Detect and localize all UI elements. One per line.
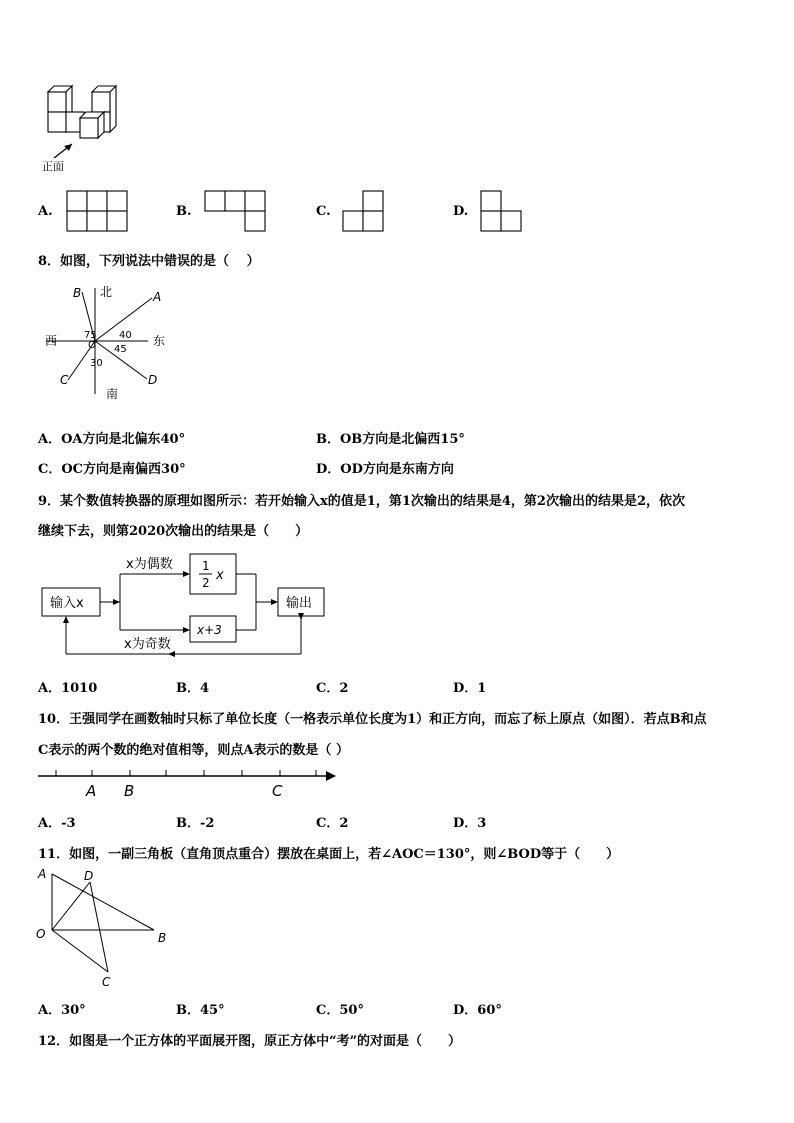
q7-option-d-shape	[480, 190, 522, 232]
q9-output-label: 输出	[286, 596, 313, 611]
q8-label-b: B	[73, 286, 82, 300]
q9-half-num: 1	[202, 559, 210, 573]
q8-label-d: D	[148, 373, 158, 387]
q11-label-o: O	[36, 927, 46, 941]
q7-option-d-letter: D.	[453, 204, 469, 219]
q8-angle-75: 75	[84, 330, 97, 341]
q9-plus3-label: x+3	[197, 623, 222, 637]
q9-option-a: A．1010	[38, 681, 98, 696]
q7-option-c-letter: C.	[316, 204, 331, 219]
q9-text-line1: 9．某个数值转换器的原理如图所示：若开始输入x的值是1，第1次输出的结果是4，第2次输出的结果是2，依次	[38, 494, 686, 509]
q11-option-d: D．60°	[453, 1003, 502, 1018]
q11-label-c: C	[102, 975, 111, 989]
q10-text-line1: 10．王强同学在画数轴时只标了单位长度（一格表示单位长度为1）和正方向，而忘了标上原点（如图）．若点B和点	[38, 712, 707, 727]
q8-label-a: A	[153, 290, 162, 304]
q11-label-d: D	[84, 869, 94, 883]
q8-label-c: C	[60, 373, 69, 387]
q7-option-a-letter: A.	[38, 204, 53, 219]
q7-option-c-shape	[342, 190, 384, 232]
q8-angle-40: 40	[119, 330, 132, 341]
q9-even-label: x为偶数	[126, 557, 173, 572]
q9-option-d: D．1	[453, 681, 487, 696]
q8-compass-figure	[40, 284, 175, 399]
q7-option-a-shape	[66, 190, 128, 232]
q10-point-a: A	[86, 782, 97, 800]
q9-converter-figure	[40, 548, 340, 663]
q11-text: 11．如图，一副三角板（直角顶点重合）摆放在桌面上，若∠AOC＝130°，则∠BOD等于（ ）	[38, 847, 620, 862]
front-arrow	[50, 140, 80, 160]
q12-text: 12．如图是一个正方体的平面展开图，原正方体中“考”的对面是（ ）	[38, 1034, 462, 1049]
q11-label-a: A	[38, 867, 47, 881]
q9-text-line2: 继续下去，则第2020次输出的结果是（ ）	[38, 524, 309, 539]
q8-label-south: 南	[106, 387, 119, 401]
q9-option-b: B．4	[176, 681, 210, 696]
q9-half-var: x	[216, 568, 224, 583]
cube-stack-figure	[40, 80, 130, 142]
q10-option-c: C．2	[316, 816, 349, 831]
q11-option-b: B．45°	[176, 1003, 225, 1018]
q8-angle-45: 45	[114, 344, 127, 355]
q7-option-b-shape	[204, 190, 266, 232]
q9-half-den: 2	[202, 576, 210, 590]
front-label: 正面	[42, 160, 64, 173]
q8-angle-30: 30	[90, 358, 103, 369]
q8-option-a: A．OA方向是北偏东40°	[38, 432, 186, 447]
q7-option-b-letter: B.	[176, 204, 192, 219]
q10-point-b: B	[124, 782, 135, 800]
q8-label-east: 东	[153, 334, 166, 348]
q8-option-b: B．OB方向是北偏西15°	[316, 432, 465, 447]
q8-label-west: 西	[45, 334, 58, 348]
q9-input-label: 输入x	[50, 596, 84, 611]
q11-triangles-figure	[36, 866, 176, 990]
q8-text: 8．如图，下列说法中错误的是（ ）	[38, 254, 260, 269]
q9-odd-label: x为奇数	[124, 637, 171, 652]
q8-label-o: O	[88, 340, 96, 351]
q10-point-c: C	[272, 782, 283, 800]
q10-number-line	[38, 764, 338, 800]
q10-text-line2: C表示的两个数的绝对值相等，则点A表示的数是（ ）	[38, 743, 349, 758]
q10-option-b: B．-2	[176, 816, 215, 831]
q11-option-a: A．30°	[38, 1003, 86, 1018]
q8-label-north: 北	[100, 285, 113, 299]
q11-label-b: B	[158, 931, 167, 945]
q9-option-c: C．2	[316, 681, 349, 696]
q8-option-c: C．OC方向是南偏西30°	[38, 462, 186, 477]
q11-option-c: C．50°	[316, 1003, 364, 1018]
q8-option-d: D．OD方向是东南方向	[316, 462, 454, 477]
q10-option-d: D．3	[453, 816, 487, 831]
q10-option-a: A．-3	[38, 816, 76, 831]
